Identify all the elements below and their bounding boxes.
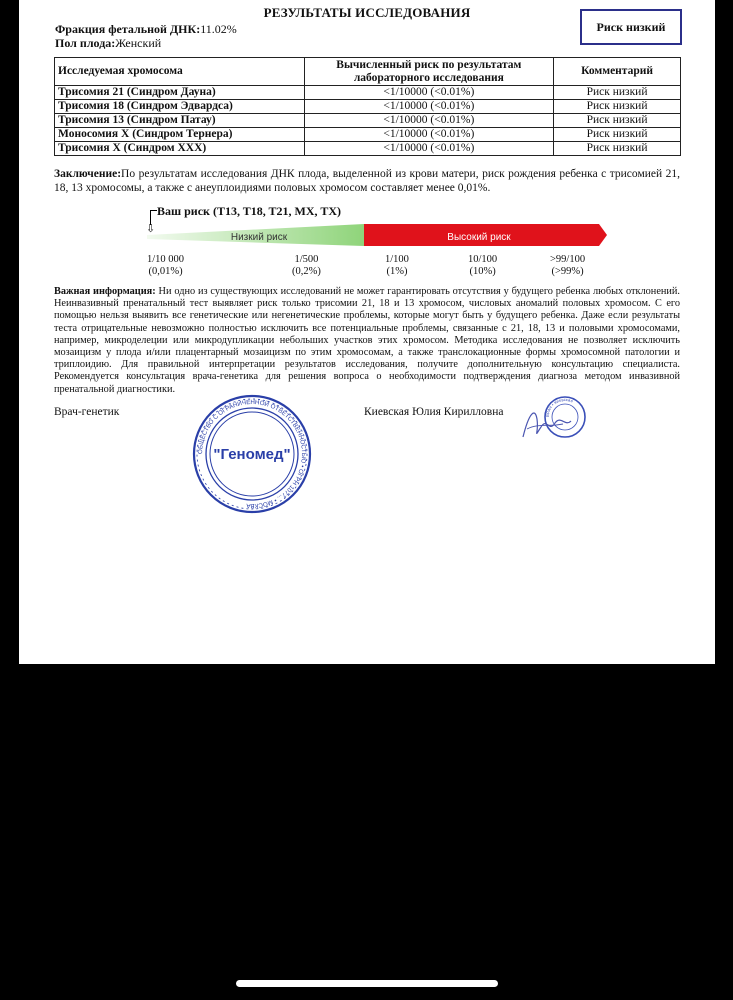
fetal-dna-label: Фракция фетальной ДНК: [55,22,201,36]
table-row [55,100,681,114]
company-stamp [191,393,313,515]
row-comment: Риск низкий [554,114,681,128]
tick-fraction: 10/100 [468,254,498,265]
high-risk-label: Высокий риск [447,232,511,243]
row-comment: Риск низкий [554,142,681,156]
report-page [19,0,715,664]
scale-tick [147,254,184,278]
header-chromosome: Исследуемая хромосома [55,58,305,86]
tick-percent: (10%) [469,266,496,277]
scale-tick [292,254,321,278]
row-comment: Риск низкий [554,86,681,100]
fetal-sex-label: Пол плода: [55,36,116,50]
risk-bar [147,222,607,252]
header-risk: Вычисленный риск по результатам лабораторного исследования [304,58,554,86]
info-label: Важная информация: [54,286,156,297]
scale-tick [550,254,585,278]
doctor-stamp-text: ВРАЧ • Киевская [544,396,574,418]
row-risk: <1/10000 (<0.01%) [304,86,554,100]
conclusion-label: Заключение: [54,168,122,180]
row-comment: Риск низкий [554,128,681,142]
risk-badge: Риск низкий [580,9,682,45]
tick-percent: (1%) [386,266,408,277]
tick-fraction: >99/100 [550,254,586,265]
important-info [54,286,680,396]
risk-scale [147,204,687,294]
row-risk: <1/10000 (<0.01%) [304,128,554,142]
tick-fraction: 1/10 000 [147,254,185,265]
fetal-sex-line [55,36,161,51]
table-row [55,86,681,100]
fetal-dna-value: 11.02% [200,22,237,36]
table-header-row [55,58,681,86]
header-comment: Комментарий [554,58,681,86]
tick-percent: (0,2%) [292,266,321,277]
row-risk: <1/10000 (<0.01%) [304,114,554,128]
table-row [55,114,681,128]
row-chromosome: Трисомия 21 (Синдром Дауна) [55,86,305,100]
signature-role: Врач-генетик [54,406,120,418]
pointer-label: Ваш риск (T13, T18, T21, MX, TX) [157,204,341,218]
doctor-signature [519,393,589,449]
row-chromosome: Моносомия Х (Синдром Тернера) [55,128,305,142]
signature-name: Киевская Юлия Кирилловна [364,406,504,418]
row-risk: <1/10000 (<0.01%) [304,142,554,156]
table-row [55,128,681,142]
stamp-name: "Геномед" [213,446,291,463]
row-chromosome: Трисомия 18 (Синдром Эдвардса) [55,100,305,114]
tick-fraction: 1/500 [294,254,319,265]
scale-tick [385,254,409,278]
row-chromosome: Трисомия 13 (Синдром Патау) [55,114,305,128]
row-chromosome: Трисомия Х (Синдром ХХХ) [55,142,305,156]
scale-tick [468,254,497,278]
info-text: Ни одно из существующих исследований не может гарантировать отсутствия у будущего ребенка любых отклонений. Неинвазивный пренатальный тест выявляет риск только трисомии 21, 18 и 13 хромосом, числовых аномалий половых хромосом. С его помощью нельзя выявить все генетические или негенетические проблемы, которые могут быть у будущего ребенка. Даже если результаты теста отрицательные невозможно полностью исключить все потенциальные проблемы, связанные с 21, 18, 13 и половыми хромосомами, например, микроделеции или микродупликации небольших участков этих хромосом. Методика исследования не позволяет исключить мозаицизм у плода и/или плацентарный мозаицизм по этим хромосомам, а также транслокационные формы хромосомной патологии и триплоидию. Для правильной интерпретации результатов исследования, получите дополнительную консультацию специалиста. Рекомендуется консультация врача-генетика для решения вопроса о необходимости подтверждения диагноза методом инвазивной пренатальной диагностики. [54,286,680,395]
tick-percent: (0,01%) [148,266,183,277]
report-title: РЕЗУЛЬТАТЫ ИССЛЕДОВАНИЯ [263,5,471,20]
conclusion [54,167,680,195]
pointer-arrow-icon: ⇩ [146,223,156,235]
low-risk-label: Низкий риск [230,232,288,243]
fetal-sex-value: Женский [115,36,162,50]
fetal-dna-line [55,22,237,37]
tick-fraction: 1/100 [385,254,409,265]
results-table [54,57,681,156]
table-row [55,142,681,156]
home-indicator[interactable] [236,980,498,987]
row-comment: Риск низкий [554,100,681,114]
conclusion-text: По результатам исследования ДНК плода, выделенной из крови матери, риск рождения ребенка с трисомией 21, 18, 13 хромосомы, а также с анеуплоидиями половых хромосом составляет менее 0,01%. [54,168,680,194]
tick-percent: (>99%) [551,266,584,277]
stamp-ring-text: ОБЩЕСТВО С ОГРАНИЧЕННОЙ ОТВЕТСТВЕННОСТЬЮ • ОГРН 1077... • МОСКВА [196,398,308,510]
row-risk: <1/10000 (<0.01%) [304,100,554,114]
